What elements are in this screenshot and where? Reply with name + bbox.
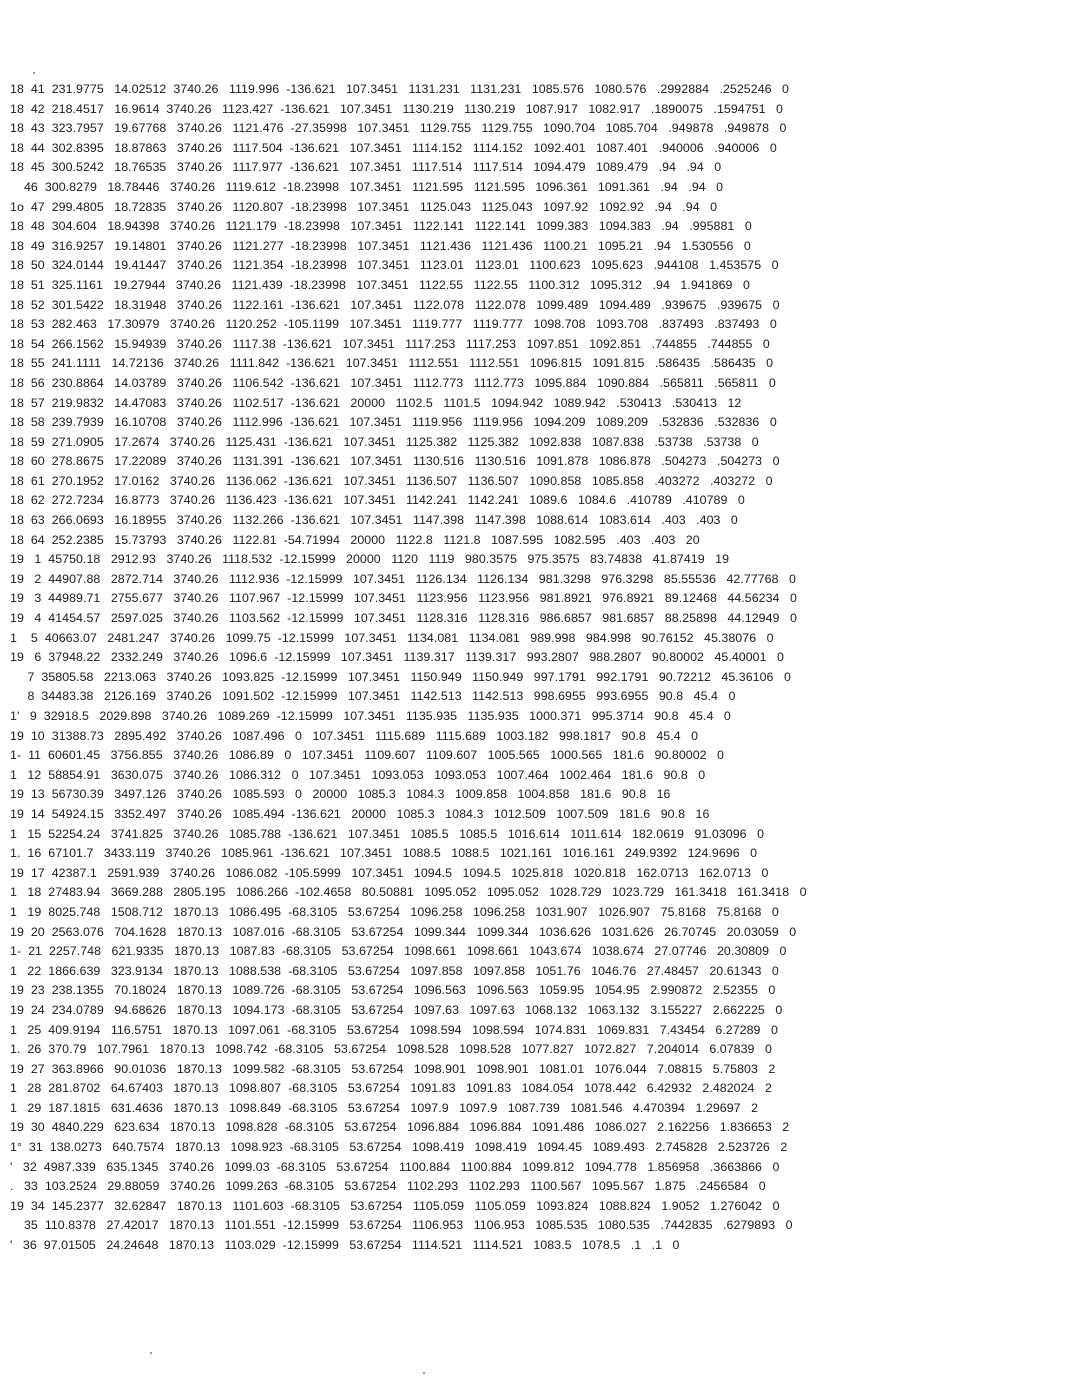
table-row: 1- 21 2257.748 621.9335 1870.13 1087.83 -68.3105 53.67254 1098.661 1098.661 1043.674 1038.674 27.07746 20.30809 0 bbox=[10, 944, 787, 959]
table-row: 19 30 4840.229 623.634 1870.13 1098.828 -68.3105 53.67254 1096.884 1096.884 1091.486 1086.027 2.162256 1.836653 2 bbox=[10, 1120, 790, 1135]
table-row: 1- 11 60601.45 3756.855 3740.26 1086.89 0 107.3451 1109.607 1109.607 1005.565 1000.565 181.6 90.80002 0 bbox=[10, 748, 724, 763]
table-row: 1 22 1866.639 323.9134 1870.13 1088.538 -68.3105 53.67254 1097.858 1097.858 1051.76 1046.76 27.48457 20.61343 0 bbox=[10, 963, 779, 978]
table-row: 19 24 234.0789 94.68626 1870.13 1094.173 -68.3105 53.67254 1097.63 1097.63 1068.132 1063.132 3.155227 2.662225 0 bbox=[10, 1002, 783, 1017]
table-row: 1 18 27483.94 3669.288 2805.195 1086.266 -102.4658 80.50881 1095.052 1095.052 1028.729 1023.729 161.3418 161.3418 0 bbox=[10, 885, 807, 900]
table-row: 19 3 44989.71 2755.677 3740.26 1107.967 -12.15999 107.3451 1123.956 1123.956 981.8921 976.8921 89.12468 44.56234 0 bbox=[10, 591, 797, 606]
table-row: 19 10 31388.73 2895.492 3740.26 1087.496 0 107.3451 1115.689 1115.689 1003.182 998.1817 90.8 45.4 0 bbox=[10, 728, 699, 743]
table-row: 46 300.8279 18.78446 3740.26 1119.612 -18.23998 107.3451 1121.595 1121.595 1096.361 1091.361 .94 .94 0 bbox=[10, 179, 724, 194]
table-row: 1 29 187.1815 631.4636 1870.13 1098.849 -68.3105 53.67254 1097.9 1097.9 1087.739 1081.546 4.470394 1.29697 2 bbox=[10, 1100, 759, 1115]
table-row: 18 43 323.7957 19.67768 3740.26 1121.476 -27.35998 107.3451 1129.755 1129.755 1090.704 1085.704 .949878 .949878 0 bbox=[10, 121, 787, 136]
table-row: 18 42 218.4517 16.9614 3740.26 1123.427 -136.621 107.3451 1130.219 1130.219 1087.917 1082.917 .1890075 .1594751 0 bbox=[10, 101, 783, 116]
table-row: 19 2 44907.88 2872.714 3740.26 1112.936 -12.15999 107.3451 1126.134 1126.134 981.3298 976.3298 85.55536 42.77768 0 bbox=[10, 571, 796, 586]
scan-speck bbox=[423, 1372, 425, 1374]
table-row: 19 14 54924.15 3352.497 3740.26 1085.494 -136.621 20000 1085.3 1084.3 1012.509 1007.509 181.6 90.8 16 bbox=[10, 806, 710, 821]
table-row: 1. 26 370.79 107.7961 1870.13 1098.742 -68.3105 53.67254 1098.528 1098.528 1077.827 1072.827 7.204014 6.07839 0 bbox=[10, 1042, 772, 1057]
table-row: 7 35805.58 2213.063 3740.26 1093.825 -12.15999 107.3451 1150.949 1150.949 997.1791 992.1791 90.72212 45.36106 0 bbox=[10, 669, 791, 684]
table-row: 18 49 316.9257 19.14801 3740.26 1121.277 -18.23998 107.3451 1121.436 1121.436 1100.21 1095.21 .94 1.530556 0 bbox=[10, 238, 751, 253]
table-row: 1o 47 299.4805 18.72835 3740.26 1120.807 -18.23998 107.3451 1125.043 1125.043 1097.92 1092.92 .94 .94 0 bbox=[10, 199, 718, 214]
table-row: 1 19 8025.748 1508.712 1870.13 1086.495 -68.3105 53.67254 1096.258 1096.258 1031.907 1026.907 75.8168 75.8168 0 bbox=[10, 904, 779, 919]
table-row: 8 34483.38 2126.169 3740.26 1091.502 -12.15999 107.3451 1142.513 1142.513 998.6955 993.6955 90.8 45.4 0 bbox=[10, 689, 736, 704]
table-row: 35 110.8378 27.42017 1870.13 1101.551 -12.15999 53.67254 1106.953 1106.953 1085.535 1080.535 .7442835 .6279893 0 bbox=[10, 1218, 793, 1233]
table-row: 18 52 301.5422 18.31948 3740.26 1122.161 -136.621 107.3451 1122.078 1122.078 1099.489 1094.489 .939675 .939675 0 bbox=[10, 297, 780, 312]
table-row: 19 20 2563.076 704.1628 1870.13 1087.016 -68.3105 53.67254 1099.344 1099.344 1036.626 1031.626 26.70745 20.03059 0 bbox=[10, 924, 797, 939]
table-row: 1 15 52254.24 3741.825 3740.26 1085.788 -136.621 107.3451 1085.5 1085.5 1016.614 1011.614 182.0619 91.03096 0 bbox=[10, 826, 765, 841]
table-row: 1 12 58854.91 3630.075 3740.26 1086.312 0 107.3451 1093.053 1093.053 1007.464 1002.464 181.6 90.8 0 bbox=[10, 767, 706, 782]
table-row: 18 57 219.9832 14.47083 3740.26 1102.517 -136.621 20000 1102.5 1101.5 1094.942 1089.942 .530413 .530413 12 bbox=[10, 395, 742, 410]
data-table bbox=[10, 80, 1060, 1256]
table-row: 19 23 238.1355 70.18024 1870.13 1089.726 -68.3105 53.67254 1096.563 1096.563 1059.95 1054.95 2.990872 2.52355 0 bbox=[10, 983, 776, 998]
table-row: ' 36 97.01505 24.24648 1870.13 1103.029 -12.15999 53.67254 1114.521 1114.521 1083.5 1078.5 .1 .1 0 bbox=[10, 1238, 680, 1253]
table-row: 18 63 266.0693 16.18955 3740.26 1132.266 -136.621 107.3451 1147.398 1147.398 1088.614 1083.614 .403 .403 0 bbox=[10, 513, 738, 528]
table-row: 18 58 239.7939 16.10708 3740.26 1112.996 -136.621 107.3451 1119.956 1119.956 1094.209 1089.209 .532836 .532836 0 bbox=[10, 415, 777, 430]
table-row: 19 4 41454.57 2597.025 3740.26 1103.562 -12.15999 107.3451 1128.316 1128.316 986.6857 981.6857 88.25898 44.12949 0 bbox=[10, 611, 797, 626]
table-row: 1 5 40663.07 2481.247 3740.26 1099.75 -12.15999 107.3451 1134.081 1134.081 989.998 984.998 90.76152 45.38076 0 bbox=[10, 630, 774, 645]
table-row: 19 27 363.8966 90.01036 1870.13 1099.582 -68.3105 53.67254 1098.901 1098.901 1081.01 1076.044 7.08815 5.75803 2 bbox=[10, 1061, 776, 1076]
table-row: 18 62 272.7234 16.8773 3740.26 1136.423 -136.621 107.3451 1142.241 1142.241 1089.6 1084.6 .410789 .410789 0 bbox=[10, 493, 745, 508]
table-row: 18 64 252.2385 15.73793 3740.26 1122.81 -54.71994 20000 1122.8 1121.8 1087.595 1082.595 .403 .403 20 bbox=[10, 532, 700, 547]
table-row: 19 34 145.2377 32.62847 1870.13 1101.603 -68.3105 53.67254 1105.059 1105.059 1093.824 1088.824 1.9052 1.276042 0 bbox=[10, 1198, 780, 1213]
table-row: 18 48 304.604 18.94398 3740.26 1121.179 -18.23998 107.3451 1122.141 1122.141 1099.383 1094.383 .94 .995881 0 bbox=[10, 219, 752, 234]
table-row: ' 32 4987.339 635.1345 3740.26 1099.03 -68.3105 53.67254 1100.884 1100.884 1099.812 1094.778 1.856958 .3663866 0 bbox=[10, 1159, 780, 1174]
table-row: 1 28 281.8702 64.67403 1870.13 1098.807 -68.3105 53.67254 1091.83 1091.83 1084.054 1078.442 6.42932 2.482024 2 bbox=[10, 1081, 772, 1096]
table-row: 18 60 278.8675 17.22089 3740.26 1131.391 -136.621 107.3451 1130.516 1130.516 1091.878 1086.878 .504273 .504273 0 bbox=[10, 454, 780, 469]
table-row: 1° 31 138.0273 640.7574 1870.13 1098.923 -68.3105 53.67254 1098.419 1098.419 1094.45 1089.493 2.745828 2.523726 2 bbox=[10, 1140, 788, 1155]
scan-speck bbox=[33, 72, 35, 74]
table-row: 19 6 37948.22 2332.249 3740.26 1096.6 -12.15999 107.3451 1139.317 1139.317 993.2807 988.2807 90.80002 45.40001 0 bbox=[10, 650, 784, 665]
table-row: 18 41 231.9775 14.02512 3740.26 1119.996 -136.621 107.3451 1131.231 1131.231 1085.576 1080.576 .2992884 .2525246 0 bbox=[10, 82, 789, 96]
table-row: 19 13 56730.39 3497.126 3740.26 1085.593 0 20000 1085.3 1084.3 1009.858 1004.858 181.6 90.8 16 bbox=[10, 787, 671, 802]
table-row: 1. 16 67101.7 3433.119 3740.26 1085.961 -136.621 107.3451 1088.5 1088.5 1021.161 1016.161 249.9392 124.9696 0 bbox=[10, 846, 758, 861]
scan-speck bbox=[150, 1352, 152, 1354]
table-row: . 33 103.2524 29.88059 3740.26 1099.263 -68.3105 53.67254 1102.293 1102.293 1100.567 1095.567 1.875 .2456584 0 bbox=[10, 1179, 766, 1194]
table-row: 18 50 324.0144 19.41447 3740.26 1121.354 -18.23998 107.3451 1123.01 1123.01 1100.623 1095.623 .944108 1.453575 0 bbox=[10, 258, 779, 273]
table-row: 18 56 230.8864 14.03789 3740.26 1106.542 -136.621 107.3451 1112.773 1112.773 1095.884 1090.884 .565811 .565811 0 bbox=[10, 375, 776, 390]
table-row: 1 25 409.9194 116.5751 1870.13 1097.061 -68.3105 53.67254 1098.594 1098.594 1074.831 1069.831 7.43454 6.27289 0 bbox=[10, 1022, 778, 1037]
table-row: 18 59 271.0905 17.2674 3740.26 1125.431 -136.621 107.3451 1125.382 1125.382 1092.838 1087.838 .53738 .53738 0 bbox=[10, 434, 759, 449]
table-row: 18 45 300.5242 18.76535 3740.26 1117.977 -136.621 107.3451 1117.514 1117.514 1094.479 1089.479 .94 .94 0 bbox=[10, 160, 722, 175]
table-row: 18 61 270.1952 17.0162 3740.26 1136.062 -136.621 107.3451 1136.507 1136.507 1090.858 1085.858 .403272 .403272 0 bbox=[10, 473, 773, 488]
table-row: 18 55 241.1111 14.72136 3740.26 1111.842 -136.621 107.3451 1112.551 1112.551 1096.815 1091.815 .586435 .586435 0 bbox=[10, 356, 774, 371]
table-row: 19 17 42387.1 2591.939 3740.26 1086.082 -105.5999 107.3451 1094.5 1094.5 1025.818 1020.818 162.0713 162.0713 0 bbox=[10, 865, 769, 880]
table-row: 18 44 302.8395 18.87863 3740.26 1117.504 -136.621 107.3451 1114.152 1114.152 1092.401 1087.401 .940006 .940006 0 bbox=[10, 140, 777, 155]
table-row: 18 51 325.1161 19.27944 3740.26 1121.439 -18.23998 107.3451 1122.55 1122.55 1100.312 1095.312 .94 1.941869 0 bbox=[10, 277, 750, 292]
table-row: 1' 9 32918.5 2029.898 3740.26 1089.269 -12.15999 107.3451 1135.935 1135.935 1000.371 995.3714 90.8 45.4 0 bbox=[10, 709, 731, 723]
table-row: 19 1 45750.18 2912.93 3740.26 1118.532 -12.15999 20000 1120 1119 980.3575 975.3575 83.74838 41.87419 19 bbox=[10, 552, 730, 567]
table-row: 18 54 266.1562 15.94939 3740.26 1117.38 -136.621 107.3451 1117.253 1117.253 1097.851 1092.851 .744855 .744855 0 bbox=[10, 336, 770, 351]
table-row: 18 53 282.463 17.30979 3740.26 1120.252 -105.1199 107.3451 1119.777 1119.777 1098.708 1093.708 .837493 .837493 0 bbox=[10, 317, 777, 332]
